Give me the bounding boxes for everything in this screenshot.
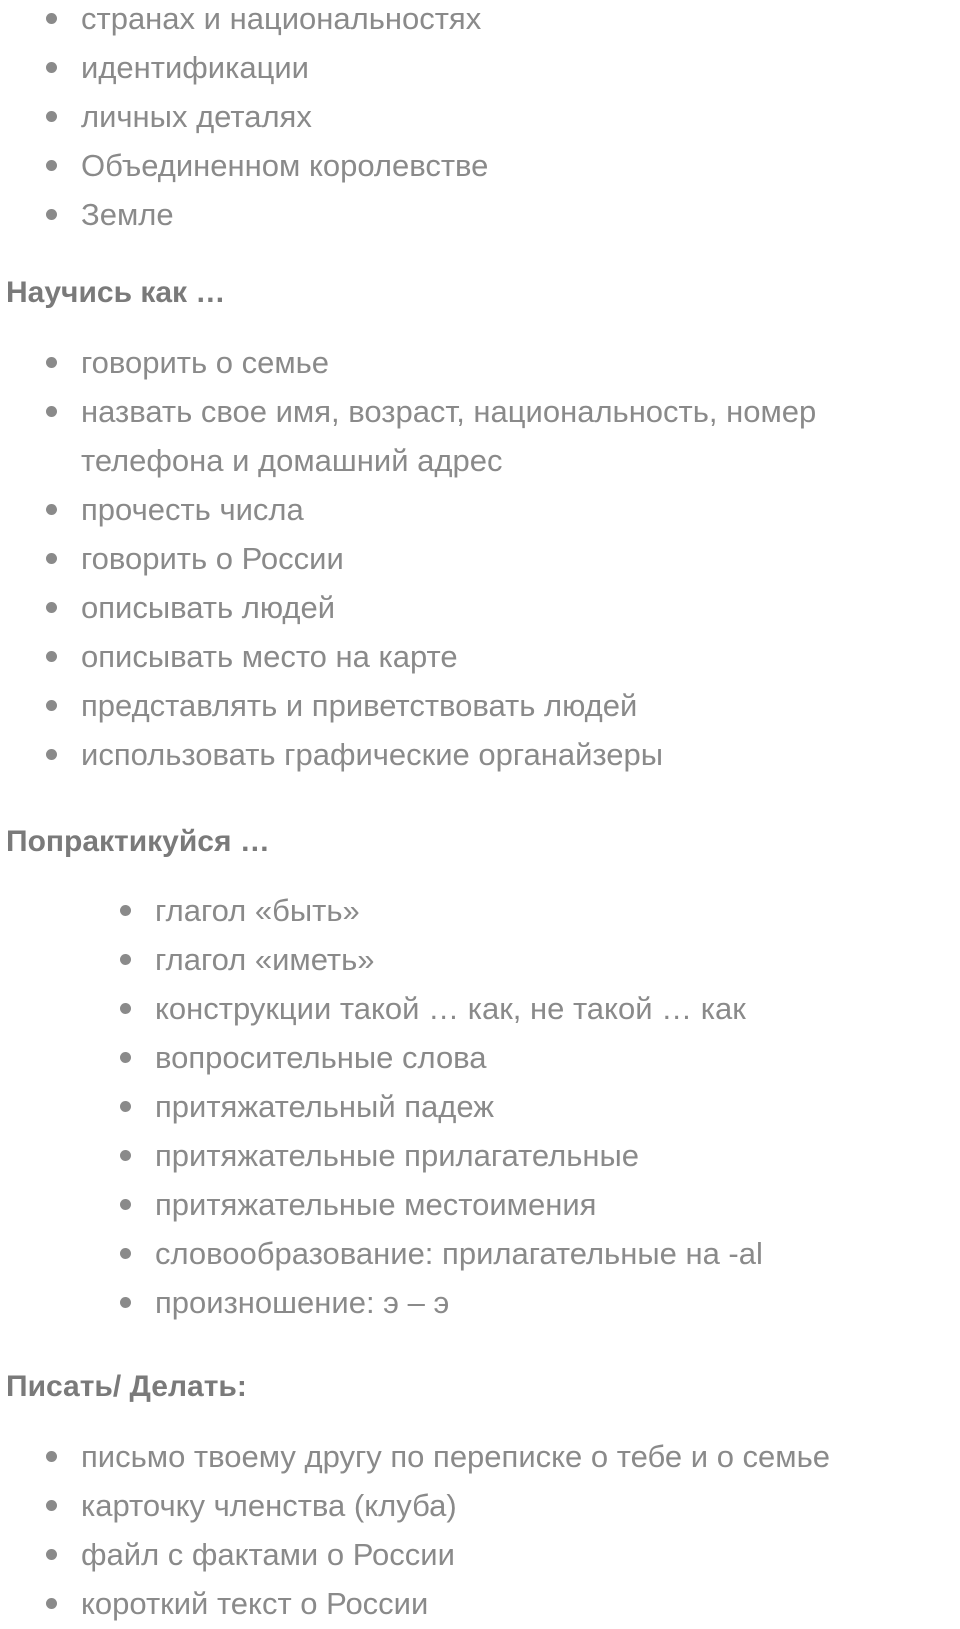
list-item-text: использовать графические органайзеры: [81, 737, 664, 772]
list-item-text: словообразование: прилагательные на -al: [155, 1236, 763, 1271]
list-item: [0, 1180, 960, 1229]
topics-list: [0, 0, 960, 239]
bullet-icon: [46, 1549, 57, 1560]
list-item-text: описывать место на карте: [81, 639, 458, 674]
list-item-text: конструкции такой … как, не такой … как: [155, 991, 746, 1026]
list-item-text: притяжательные местоимения: [155, 1187, 597, 1222]
bullet-icon: [46, 209, 57, 220]
list-item-text: карточку членства (клуба): [81, 1488, 457, 1523]
bullet-icon: [120, 1052, 131, 1063]
list-item-text: прочесть числа: [81, 492, 304, 527]
list-item-text: короткий текст о России: [81, 1586, 429, 1621]
list-item-text: идентификации: [81, 50, 309, 85]
list-item-text: произношение: э – э: [155, 1285, 450, 1320]
list-item: [0, 0, 960, 43]
list-item: [0, 485, 960, 534]
list-item-text: представлять и приветствовать людей: [81, 688, 638, 723]
list-item: [0, 1033, 960, 1082]
list-item: [0, 190, 960, 239]
learn-list: [0, 338, 960, 779]
bullet-icon: [120, 1101, 131, 1112]
bullet-icon: [46, 111, 57, 122]
list-item-text: Объединенном королевстве: [81, 148, 489, 183]
bullet-icon: [120, 1199, 131, 1210]
list-item-text: глагол «иметь»: [155, 942, 375, 977]
write-list: [0, 1432, 960, 1628]
bullet-icon: [46, 749, 57, 760]
list-item-text: странах и национальностях: [81, 1, 482, 36]
list-item-text: говорить о России: [81, 541, 344, 576]
bullet-icon: [46, 406, 57, 417]
bullet-icon: [120, 954, 131, 965]
practice-heading: Попрактикуйся …: [6, 825, 270, 858]
list-item: [0, 935, 960, 984]
bullet-icon: [46, 553, 57, 564]
list-item-text: файл с фактами о России: [81, 1537, 455, 1572]
list-item-text: личных деталях: [81, 99, 312, 134]
list-item: [0, 1278, 960, 1327]
bullet-icon: [46, 13, 57, 24]
bullet-icon: [46, 651, 57, 662]
list-item: [0, 1481, 960, 1530]
list-item: [0, 1082, 960, 1131]
list-item: [0, 141, 960, 190]
list-item: [0, 534, 960, 583]
list-item-text: письмо твоему другу по переписке о тебе и о семье: [81, 1439, 830, 1474]
bullet-icon: [46, 1598, 57, 1609]
list-item: [0, 92, 960, 141]
bullet-icon: [46, 357, 57, 368]
learn-heading: Научись как …: [6, 276, 226, 309]
bullet-icon: [46, 602, 57, 613]
list-item-text: назвать свое имя, возраст, национальность, номер телефона и домашний адрес: [81, 394, 817, 478]
bullet-icon: [46, 1500, 57, 1511]
list-item: [0, 1530, 960, 1579]
list-item: [0, 387, 960, 485]
list-item: [0, 1229, 960, 1278]
list-item: [0, 583, 960, 632]
bullet-icon: [120, 1003, 131, 1014]
bullet-icon: [46, 504, 57, 515]
list-item: [0, 1432, 960, 1481]
bullet-icon: [120, 1297, 131, 1308]
write-heading: Писать/ Делать:: [6, 1370, 247, 1403]
list-item: [0, 730, 960, 779]
bullet-icon: [120, 1248, 131, 1259]
list-item: [0, 338, 960, 387]
list-item-text: притяжательный падеж: [155, 1089, 495, 1124]
list-item-text: вопросительные слова: [155, 1040, 487, 1075]
bullet-icon: [120, 905, 131, 916]
list-item-text: описывать людей: [81, 590, 336, 625]
list-item: [0, 984, 960, 1033]
list-item: [0, 1579, 960, 1628]
list-item: [0, 681, 960, 730]
list-item: [0, 886, 960, 935]
bullet-icon: [46, 160, 57, 171]
bullet-icon: [120, 1150, 131, 1161]
practice-list: [0, 886, 960, 1327]
list-item: [0, 43, 960, 92]
list-item-text: глагол «быть»: [155, 893, 360, 928]
list-item-text: Земле: [81, 197, 174, 232]
bullet-icon: [46, 62, 57, 73]
list-item: [0, 632, 960, 681]
list-item-text: притяжательные прилагательные: [155, 1138, 639, 1173]
bullet-icon: [46, 1451, 57, 1462]
bullet-icon: [46, 700, 57, 711]
list-item: [0, 1131, 960, 1180]
list-item-text: говорить о семье: [81, 345, 330, 380]
